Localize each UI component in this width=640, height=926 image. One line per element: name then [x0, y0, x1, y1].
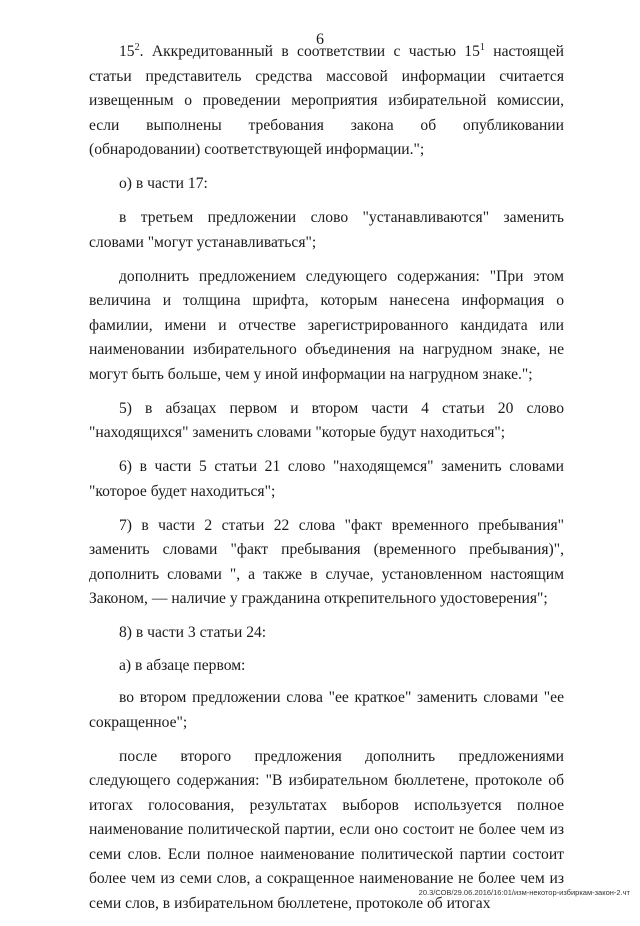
document-body	[89, 40, 564, 926]
paragraph: во втором предложении слова "ее краткое" заменить словами "ее сокращенное";	[89, 689, 564, 731]
paragraph: в третьем предложении слово "устанавливаются" заменить словами "могут устанавливаться";	[89, 209, 564, 251]
document-footer: 20.3/СОВ/29.06.2016/16:01/изм-некотор-избиркам-закон-2.чт	[418, 888, 630, 897]
paragraph-15-2	[89, 40, 564, 163]
paragraph: дополнить предложением следующего содержания: "При этом величина и толщина шрифта, которым нанесена информация о фамилии, имени и отчестве зарегистрированного кандидата или наименовании избирательного объединения на нагрудном знаке, не могут быть больше, чем у иной информации на нагрудном знаке.";	[89, 267, 564, 383]
reference-superscript: 1	[479, 41, 485, 53]
paragraph-text: . Аккредитованный в соответствии с частью 15	[139, 43, 480, 60]
paragraph: 5) в абзацах первом и втором части 4 статьи 20 слово "находящихся" заменить словами "которые будут находиться";	[89, 399, 564, 441]
paragraph: о) в части 17:	[119, 175, 208, 192]
paragraph: а) в абзаце первом:	[119, 656, 246, 674]
paragraph-number-superscript: 2	[134, 41, 140, 53]
paragraph: 8) в части 3 статьи 24:	[119, 624, 267, 641]
page-number: 6	[316, 31, 324, 48]
paragraph-text: настоящей статьи представитель средства массовой информации считается извещенным о проведении мероприятия избирательной комиссии, если выполнены требования закона об опубликовании (обнародовании) соответствующей информации.";	[89, 43, 564, 158]
paragraph-number: 15	[119, 43, 135, 60]
paragraph: 6) в части 5 статьи 21 слово "находящемся" заменить словами "которое будет находиться";	[89, 458, 564, 500]
paragraph: после второго предложения дополнить предложениями следующего содержания: "В избирательном бюллетене, протоколе об итогах голосования, результатах выборов используется полное наименование политической партии, если оно состоит не более чем из семи слов. Если полное наименование политической партии состоит более чем из семи слов, а сокращенное наименование не более чем из семи слов, в избирательном бюллетене, протоколе об итогах	[89, 747, 564, 912]
paragraph: 7) в части 2 статьи 22 слова "факт временного пребывания" заменить словами "факт пребывания (временного пребывания)", дополнить словами ", а также в случае, установленном настоящим Законом, — наличие у гражданина открепительного удостоверения";	[89, 516, 564, 607]
